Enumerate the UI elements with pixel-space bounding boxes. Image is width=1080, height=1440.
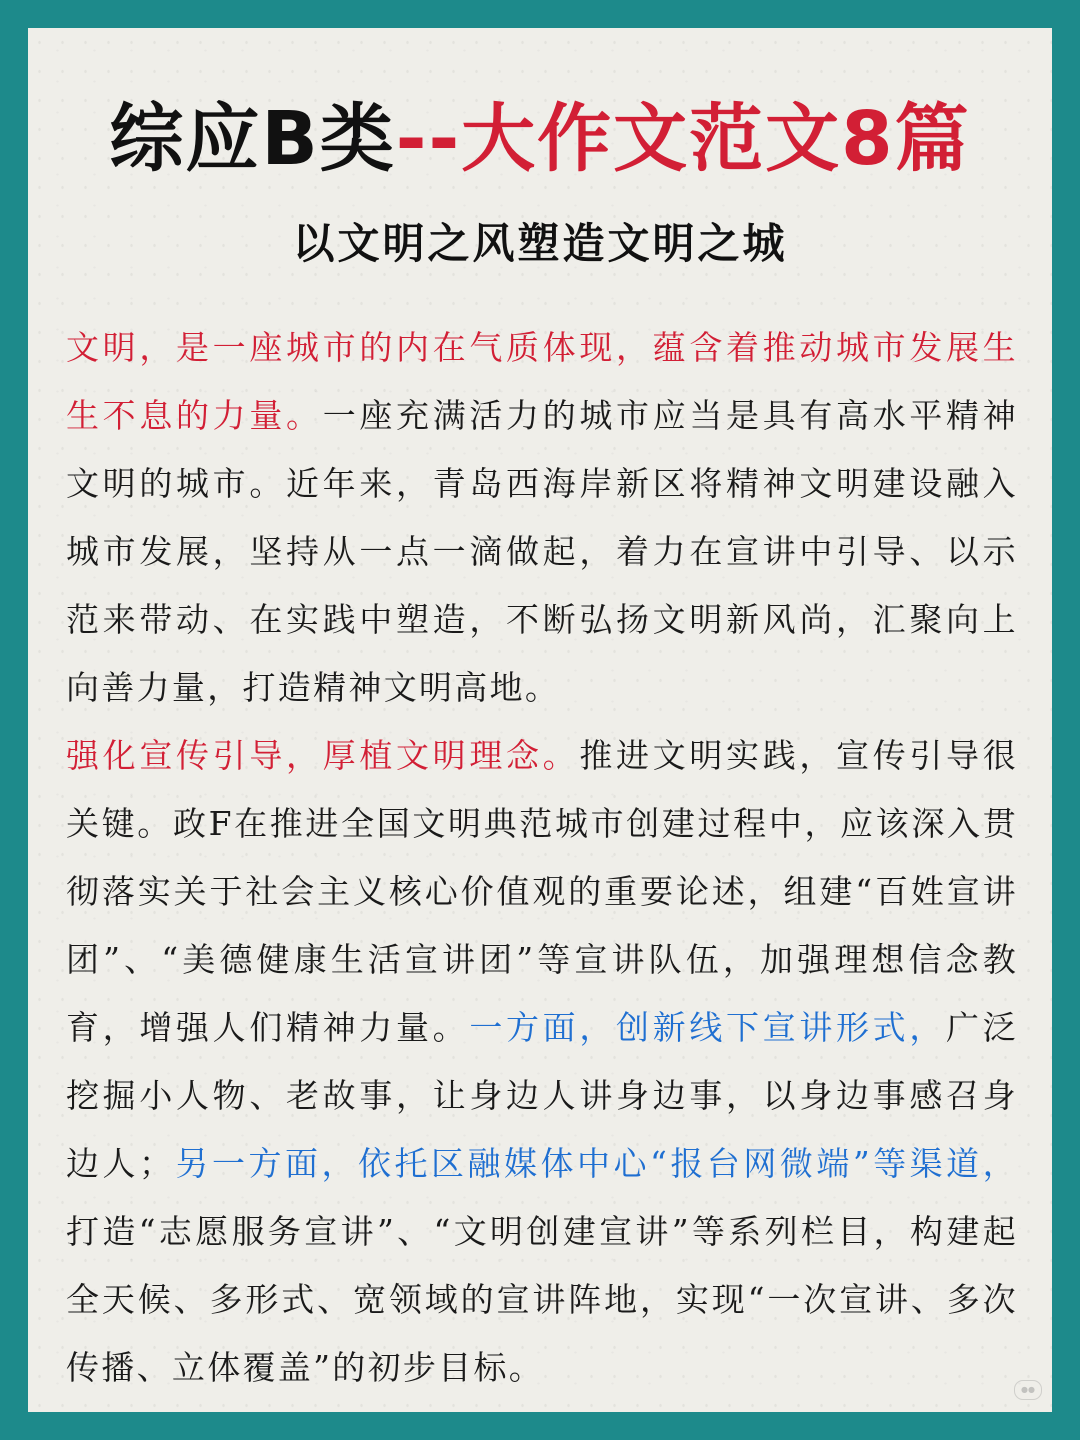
paragraph-1-text: 一座充满活力的城市应当是具有高水平精神文明的城市。近年来，青岛西海岸新区将精神文明建设融入城市发展，坚持从一点一滴做起，着力在宣讲中引导、以示范来带动、在实践中塑造，不断弘扬文明新风尚，汇聚向上向善力量，打造精神文明高地。 [66, 396, 1019, 707]
page-title [28, 94, 1052, 184]
paragraph-2-lead: 强化宣传引导，厚植文明理念。 [66, 736, 580, 775]
watermark-logo: ●● [1014, 1380, 1042, 1400]
paper-background [28, 28, 1052, 1412]
essay-body [66, 314, 1018, 1402]
paragraph-2-text-1: 推进文明实践，宣传引导很关键。政F在推进全国文明典范城市创建过程中，应该深入贯彻落实关于社会主义核心价值观的重要论述，组建“百姓宣讲团”、“美德健康生活宣讲团”等宣讲队伍，加强理想信念教育，增强人们精神力量。 [66, 736, 1019, 1047]
paragraph-2-highlight-1: 一方面，创新线下宣讲形式， [469, 1008, 947, 1047]
title-topic: --大作文范文8篇 [395, 96, 971, 182]
paragraph-1 [66, 314, 1018, 722]
paragraph-2 [66, 722, 1018, 1402]
title-category: 综应B类 [109, 96, 396, 182]
paragraph-2-text-2: 广泛挖掘小人物、老故事，让身边人讲身边事，以身边事感召身边人； [66, 1008, 1018, 1183]
paragraph-2-text-3: 打造“志愿服务宣讲”、“文明创建宣讲”等系列栏目，构建起全天候、多形式、宽领域的宣讲阵地，实现“一次宣讲、多次传播、立体覆盖”的初步目标。 [66, 1212, 1018, 1387]
essay-title: 以文明之风塑造文明之城 [292, 219, 788, 268]
paragraph-2-highlight-2: 另一方面，依托区融媒体中心“报台网微端”等渠道， [174, 1144, 1018, 1183]
paragraph-1-lead: 文明，是一座城市的内在气质体现，蕴含着推动城市发展生生不息的力量。 [66, 328, 1018, 435]
